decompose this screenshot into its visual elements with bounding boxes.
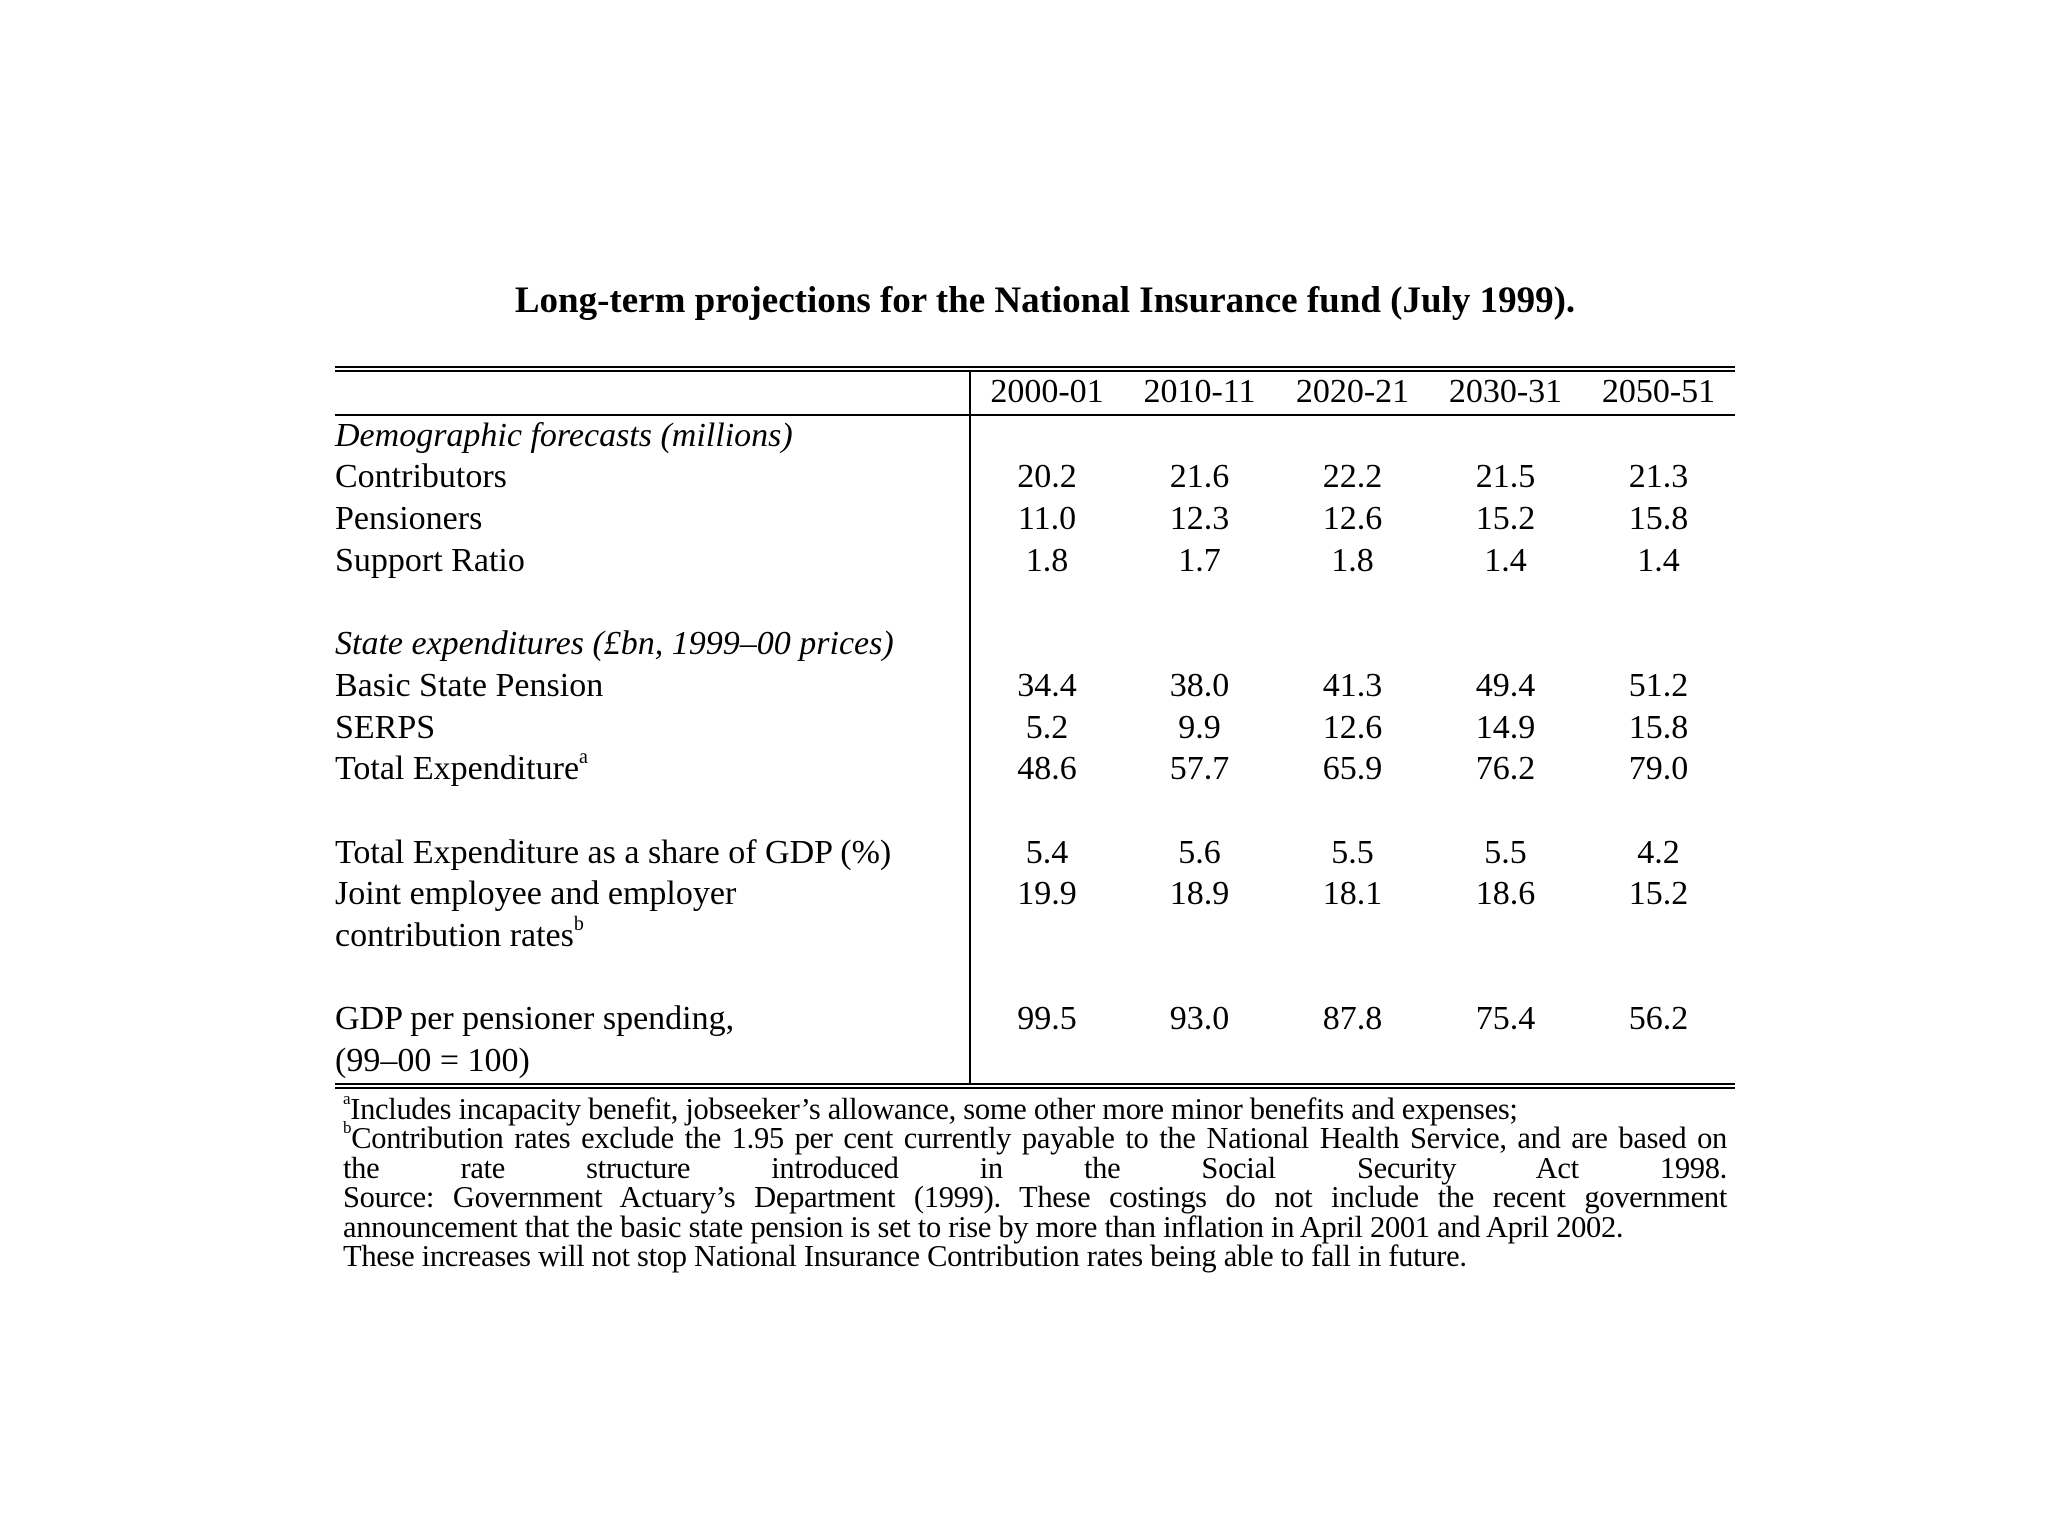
section-heading: State expenditures (£bn, 1999–00 prices) — [335, 624, 970, 666]
table-cell: 15.2 — [1628, 875, 1689, 913]
table-cell — [1582, 916, 1735, 958]
row-label: Support Ratio — [335, 541, 970, 583]
table-cell: 48.6 — [1017, 750, 1077, 788]
table-cell — [1582, 1041, 1735, 1083]
section-heading-row — [335, 415, 1735, 458]
table-row — [335, 916, 1735, 958]
table-row — [335, 749, 1735, 791]
spacer-row — [335, 582, 1735, 624]
table-cell: 1.4 — [1637, 541, 1680, 579]
table-title: Long-term projections for the National Insurance fund (July 1999). — [514, 280, 1576, 321]
table-cell: 21.3 — [1628, 458, 1689, 496]
table-cell — [1429, 916, 1582, 958]
table-cell: 14.9 — [1475, 708, 1536, 746]
table-cell: 18.6 — [1475, 875, 1536, 913]
table-row — [335, 457, 1735, 499]
table-cell: 5.2 — [1025, 708, 1069, 746]
table-cell: 1.4 — [1484, 541, 1527, 579]
footnote-b — [343, 1118, 1727, 1156]
table-cell — [1429, 1041, 1582, 1083]
table-cell: 5.6 — [1178, 833, 1221, 871]
table-cell: 65.9 — [1322, 750, 1383, 788]
row-label: GDP per pensioner spending, — [335, 999, 970, 1041]
table-row — [335, 499, 1735, 541]
section-heading: Demographic forecasts (millions) — [335, 415, 970, 458]
table-cell: 9.9 — [1178, 708, 1221, 746]
table-cell: 79.0 — [1628, 750, 1689, 788]
footnote-b-text-line1: Contribution rates exclude the 1.95 per cent currently payable to the National Health Service, and are based on — [351, 1121, 1727, 1156]
row-label — [335, 912, 970, 958]
table-row — [335, 874, 1735, 916]
row-label-text: contribution rates — [335, 916, 574, 954]
table-cell: 4.2 — [1637, 833, 1680, 871]
table-cell: 75.4 — [1475, 1000, 1536, 1038]
column-header-row — [335, 372, 1735, 415]
table-cell — [970, 916, 1123, 958]
footnote-b-marker: b — [343, 1118, 352, 1138]
row-label: Pensioners — [335, 499, 970, 541]
table-cell: 18.1 — [1322, 875, 1383, 913]
projections-table — [335, 372, 1735, 1083]
column-header: 2010-11 — [1123, 372, 1276, 415]
table-row — [335, 541, 1735, 583]
table-row — [335, 1041, 1735, 1083]
closing-note: These increases will not stop National Insurance Contribution rates being able to fall in future. — [343, 1239, 1467, 1274]
spacer-row — [335, 958, 1735, 1000]
table-cell: 99.5 — [1017, 1000, 1077, 1038]
row-label: Total Expenditure as a share of GDP (%) — [335, 833, 970, 875]
table-cell: 49.4 — [1475, 666, 1536, 704]
row-label-text: Total Expenditure — [335, 750, 580, 788]
table-cell: 5.5 — [1484, 833, 1527, 871]
table-cell: 87.8 — [1322, 1000, 1383, 1038]
table-row — [335, 999, 1735, 1041]
table-cell: 1.8 — [1331, 541, 1374, 579]
column-header: 2030-31 — [1429, 372, 1582, 415]
table-cell — [1276, 1041, 1429, 1083]
table-bottom-rule — [335, 1083, 1735, 1089]
table-cell — [1276, 916, 1429, 958]
table-cell: 41.3 — [1322, 666, 1383, 704]
table-cell: 51.2 — [1628, 666, 1689, 704]
table-cell: 56.2 — [1628, 1000, 1689, 1038]
table-cell — [1123, 916, 1276, 958]
table-cell: 34.4 — [1017, 666, 1077, 704]
table-cell: 20.2 — [1017, 458, 1077, 496]
footnote-a-marker: a — [343, 1088, 351, 1108]
row-label — [335, 745, 970, 791]
row-label: (99–00 = 100) — [335, 1041, 970, 1083]
spacer-row — [335, 791, 1735, 833]
table-cell: 18.9 — [1169, 875, 1230, 913]
table-notes — [335, 1088, 1735, 1274]
table-cell: 1.8 — [1025, 541, 1069, 579]
row-label: Basic State Pension — [335, 666, 970, 708]
footnote-marker: a — [579, 745, 588, 768]
table-row — [335, 666, 1735, 708]
column-header: 2000-01 — [970, 372, 1123, 415]
column-header: 2020-21 — [1276, 372, 1429, 415]
table-cell: 57.7 — [1169, 750, 1230, 788]
row-label-header — [335, 372, 970, 415]
footnote-marker: b — [573, 912, 584, 935]
footnote-a-text: Includes incapacity benefit, jobseeker’s allowance, some other more minor benefits and expenses; — [350, 1091, 1518, 1126]
source-note: Source: Government Actuary’s Department (1999). These costings do not include the recent government announcement that the basic state pension is set to rise by more than inflation in April 2001 and April 2002. — [343, 1180, 1727, 1244]
row-label: Joint employee and employer — [335, 874, 970, 916]
column-header: 2050-51 — [1582, 372, 1735, 415]
document — [335, 270, 1735, 1272]
table-cell: 21.5 — [1475, 458, 1536, 496]
table-cell: 21.6 — [1169, 458, 1230, 496]
table-cell: 5.4 — [1025, 833, 1069, 871]
table-cell: 12.6 — [1322, 708, 1383, 746]
section-heading-row — [335, 624, 1735, 666]
table-cell: 22.2 — [1322, 458, 1383, 496]
table-cell: 1.7 — [1178, 541, 1221, 579]
table-cell: 19.9 — [1017, 875, 1077, 913]
footnote-a — [343, 1088, 1727, 1126]
row-label: Contributors — [335, 457, 970, 499]
table-cell: 76.2 — [1475, 750, 1536, 788]
footnote-b-continued: the rate structure introduced in the Social Security Act 1998. — [343, 1150, 1727, 1185]
table-cell: 15.8 — [1628, 500, 1689, 538]
table-cell: 12.6 — [1322, 500, 1383, 538]
table-row — [335, 833, 1735, 875]
table-cell: 5.5 — [1331, 833, 1374, 871]
table-cell — [970, 1041, 1123, 1083]
table-cell: 15.8 — [1628, 708, 1689, 746]
row-label: SERPS — [335, 708, 970, 750]
table-cell: 93.0 — [1169, 1000, 1230, 1038]
table-cell: 15.2 — [1475, 500, 1536, 538]
table-cell: 38.0 — [1169, 666, 1230, 704]
table-cell: 11.0 — [1017, 500, 1077, 538]
table-cell: 12.3 — [1169, 500, 1230, 538]
table-row — [335, 708, 1735, 750]
table-cell — [1123, 1041, 1276, 1083]
